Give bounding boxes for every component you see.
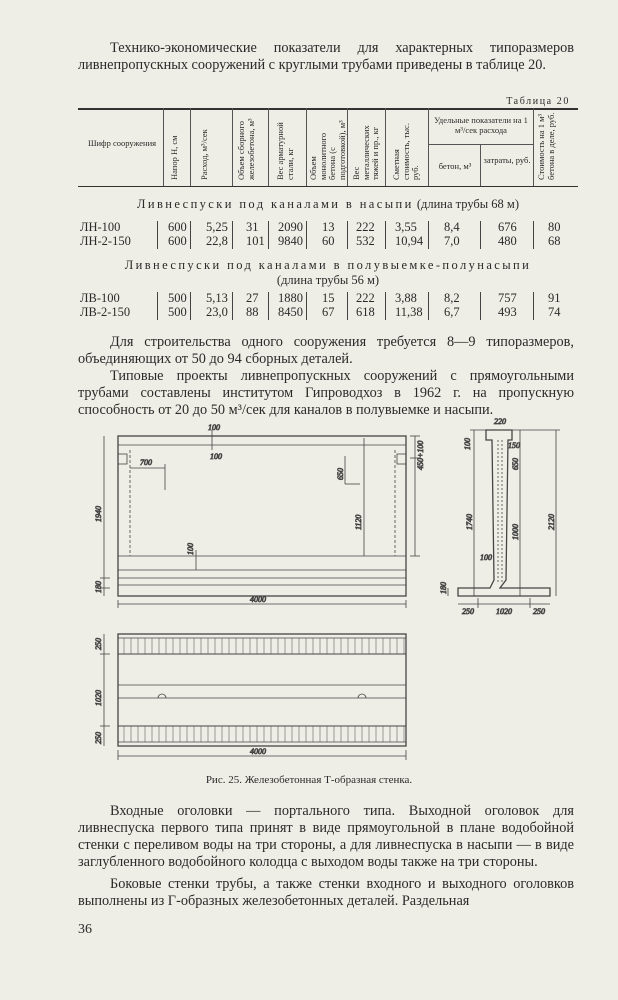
figure-caption: Рис. 25. Железобетонная Т-образная стенка. [205,774,413,786]
column-separator [268,306,269,320]
header-cost-per-m3: Стоимость на 1 м³ бетона в деле, руб. [536,112,556,180]
paragraph-3: Типовые проекты ливнепропускных сооружений с прямоугольными трубами составлены институтом Гипроводхоз в 1962 г. на пропускную способность от 20 до 50 м³/сек для каналов в полувыемке и насыпи. [78,368,574,418]
column-separator [190,221,191,235]
column-separator [190,306,191,320]
header-steel: Вес арматурной стали, кг [275,122,295,180]
column-separator [533,292,534,306]
column-separator [533,306,534,320]
column-separator [306,235,307,249]
column-separator [533,221,534,235]
column-separator [480,221,481,235]
column-separator [157,292,158,306]
table-row: ЛН-2-150 600 22,8 101 9840 60 532 10,94 7,0 480 68 [80,234,561,248]
dim-label: 650 [511,458,520,470]
paragraph-2: Для строительства одного сооружения требуется 8—9 типоразмеров, объединяющих от 50 до 94 сборных деталей. [78,334,574,367]
page-number: 36 [78,922,92,937]
header-head: Напор Н, см [169,135,179,180]
section-note: (длина трубы 56 м) [276,273,380,287]
column-separator [347,292,348,306]
column-separator [190,235,191,249]
intro-paragraph: Технико-экономические показатели для характерных типоразмеров ливнепропускных сооружений с круглыми трубами приведены в таблице 20. [78,40,574,73]
header-metal: Вес металлических тяжей и пр., кг [351,125,380,180]
dim-label: 4000 [250,595,266,604]
column-separator [347,235,348,249]
table-row: ЛВ-100 500 5,13 27 1880 15 222 3,88 8,2 757 91 [80,291,561,305]
section-title: Ливнеспуски под каналами в насыпи (длина трубы 68 м) [137,197,519,211]
dim-label: 1020 [496,607,512,616]
paragraph-5: Боковые стенки трубы, а также стенки входного и выходного оголовков выполнены из Г-образных железобетонных деталей. Раздельная [78,876,574,909]
dim-label: 1740 [465,514,474,530]
column-separator [268,221,269,235]
dim-label: 450+100 [416,440,425,470]
column-separator [157,221,158,235]
dim-label: 1000 [511,524,520,540]
dim-label: 100 [186,543,195,555]
column-separator [268,235,269,249]
column-separator [480,292,481,306]
table-row: ЛН-100 600 5,25 31 2090 13 222 3,55 8,4 676 80 [80,220,561,234]
dim-label: 100 [210,452,222,461]
column-separator [232,306,233,320]
column-separator [306,306,307,320]
column-separator [428,235,429,249]
column-separator [428,306,429,320]
column-separator [385,292,386,306]
dim-label: 1020 [94,690,103,706]
dim-label: 1120 [354,514,363,530]
paragraph-4: Входные оголовки — портального типа. Выходной оголовок для ливнеспуска первого типа принят в виде прямоугольной в плане водобойной стенки с переливом воды на три стороны, а для ливнеспуска в насыпи — в виде заглубленного водобойного колодца с выходом воды также на три стороны. [78,803,574,870]
column-separator [157,235,158,249]
dim-label: 1940 [94,506,103,522]
header-precast: Объем сборного железобетона, м³ [236,118,256,180]
dim-label: 180 [439,582,448,594]
column-separator [385,235,386,249]
column-separator [306,292,307,306]
column-separator [385,306,386,320]
dim-label: 150 [508,441,520,450]
column-separator [428,221,429,235]
dim-label: 250 [94,732,103,744]
section-title: Ливнеспуски под каналами в полувыемке-полунасыпи [124,258,532,272]
table-label: Таблица 20 [506,96,570,107]
column-separator [347,221,348,235]
plan-view [94,634,406,760]
header-code: Шифр сооружения [87,138,157,148]
front-elevation [94,423,425,608]
header-monolith: Объем монолитного бетона (с подготовкой), м³ [308,120,347,180]
dim-label: 100 [480,553,492,562]
dim-label: 250 [462,607,474,616]
column-separator [428,292,429,306]
column-separator [157,306,158,320]
section-view [439,417,560,616]
table-row: ЛВ-2-150 500 23,0 88 8450 67 618 11,38 6,7 493 74 [80,305,561,319]
column-separator [480,306,481,320]
column-separator [232,235,233,249]
header-expenses: затраты, руб. [483,155,531,165]
dim-label: 100 [463,438,472,450]
header-concrete: бетон, м³ [438,161,472,171]
dim-label: 250 [533,607,545,616]
dim-label: 220 [494,417,506,426]
t-wall-drawing [0,410,618,770]
column-separator [306,221,307,235]
column-separator [347,306,348,320]
column-separator [232,221,233,235]
column-separator [385,221,386,235]
header-specific: Удельные показатели на 1 м³/сек расхода [434,115,528,135]
dim-label: 180 [94,581,103,593]
column-separator [190,292,191,306]
header-flow: Расход, м³/сек [199,129,209,180]
dim-label: 700 [140,458,152,467]
column-separator [480,235,481,249]
dim-label: 650 [336,468,345,480]
column-separator [232,292,233,306]
dim-label: 4000 [250,747,266,756]
column-separator [268,292,269,306]
header-cost: Сметная стоимость, тыс. руб. [391,123,420,180]
column-separator [533,235,534,249]
dim-label: 2120 [547,514,556,530]
dim-label: 100 [208,423,220,432]
dim-label: 250 [94,638,103,650]
